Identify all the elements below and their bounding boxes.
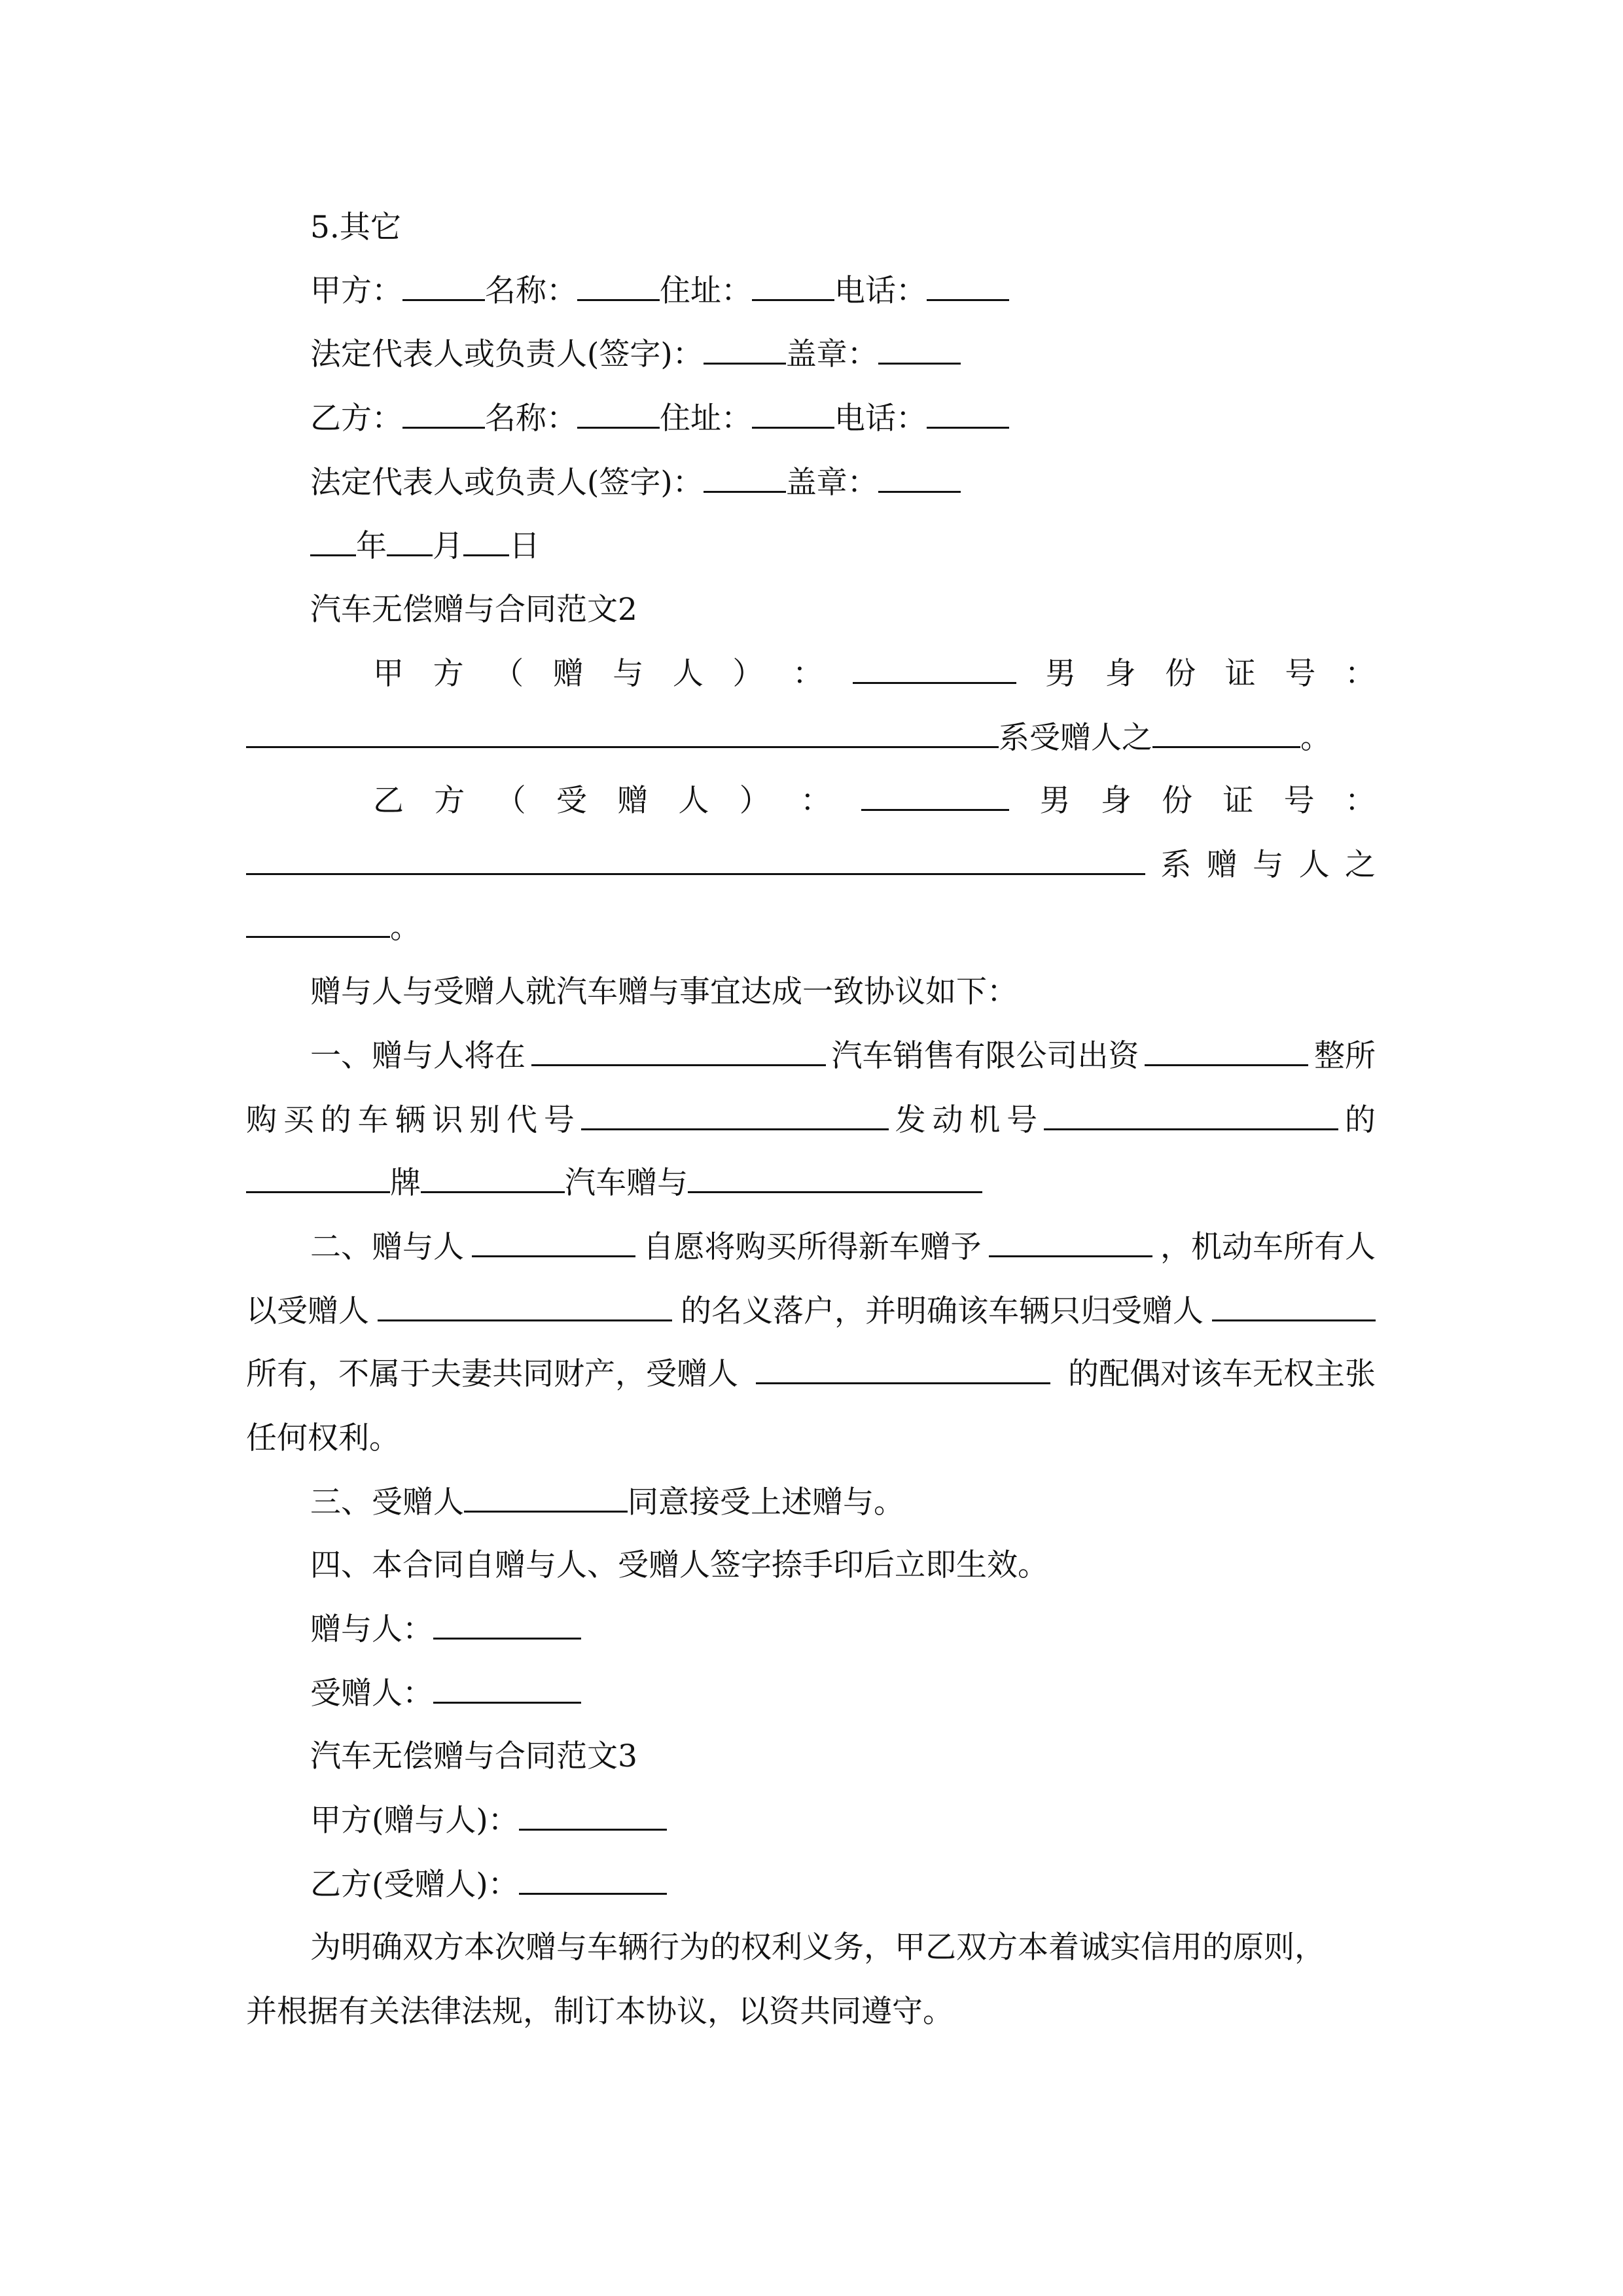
party-b-info-line	[310, 398, 1009, 440]
donor-signature-blank	[433, 1609, 581, 1640]
period: 。	[390, 910, 421, 946]
name-blank	[577, 270, 660, 301]
c2-id-char: ：	[1344, 783, 1376, 819]
address-label: 住址：	[660, 273, 752, 309]
vin-label-char: 车	[357, 1102, 389, 1138]
name-label: 名称：	[485, 401, 577, 437]
party-b-legal-rep-line	[310, 462, 961, 504]
c3-party-a-label: 甲方(赠与人)：	[310, 1803, 519, 1839]
c2-article-1-line-3	[246, 1162, 982, 1204]
donee-blank	[464, 1482, 628, 1513]
c2-party-a-char: ：	[792, 656, 823, 692]
vin-blank	[581, 1100, 889, 1130]
donee-name-blank	[989, 1227, 1152, 1257]
c3-party-b-blank	[519, 1864, 667, 1895]
vin-label-char: 识	[432, 1102, 463, 1138]
article-2-registration-text: 的名义落户，并明确该车辆只归受赠人	[681, 1293, 1204, 1329]
year-blank	[310, 526, 356, 556]
c2-article-2-line-4	[246, 1418, 400, 1460]
engine-label-char: 发	[895, 1102, 926, 1138]
relation-to-donor-char: 之	[1344, 847, 1376, 883]
article-2-donee-text: 以受赠人	[246, 1293, 369, 1329]
seal-label: 盖章：	[785, 465, 878, 501]
name-label: 名称：	[485, 273, 577, 309]
vin-label-char: 号	[543, 1102, 575, 1138]
c2-party-b-char: 受	[556, 783, 587, 819]
c2-id-char: 份	[1162, 783, 1193, 819]
article-1-text: 一、赠与人将在	[310, 1038, 526, 1074]
c2-party-a-char: 与	[613, 656, 644, 692]
engine-label-char: 动	[932, 1102, 963, 1138]
brand-blank	[246, 1162, 390, 1193]
address-blank	[752, 398, 834, 429]
c2-party-a-relation-line	[246, 717, 1331, 759]
seal-blank	[878, 334, 961, 365]
c2-party-b-char: ）	[739, 783, 770, 819]
c2-party-b-relation-cont	[246, 907, 421, 949]
vin-label-char: 买	[283, 1102, 314, 1138]
c3-intro-text-1: 为明确双方本次赠与车辆行为的权利义务，甲乙双方本着诚实信用的原则，	[310, 1929, 1325, 1965]
c2-party-a-char: ）	[732, 656, 764, 692]
month-label: 月	[433, 528, 463, 564]
article-2-spouse-text: 的配偶对该车无权主张	[1068, 1356, 1376, 1392]
relation-blank	[1152, 717, 1300, 748]
sole-owner-blank	[1212, 1291, 1376, 1321]
name-blank	[577, 398, 660, 429]
c2-party-b-relation-line	[246, 844, 1376, 886]
phone-label: 电话：	[834, 273, 927, 309]
c3-party-a-line	[310, 1800, 667, 1842]
c2-party-b-char: ：	[800, 783, 831, 819]
year-label: 年	[356, 528, 387, 564]
c3-intro-line-2	[246, 1991, 954, 2033]
dealer-name-blank	[531, 1035, 826, 1066]
c2-party-a-id-blank	[246, 717, 999, 748]
section-5-text: 5.其它	[310, 209, 401, 245]
c2-id-char: 证	[1224, 656, 1256, 692]
article-3-text: 三、受赠人	[310, 1484, 464, 1520]
article-1-suffix: 整所	[1314, 1038, 1376, 1074]
brand-label: 牌	[390, 1165, 421, 1201]
address-blank	[752, 270, 834, 301]
party-b-blank	[402, 398, 485, 429]
c2-party-b-char: （	[495, 783, 526, 819]
amount-blank	[1145, 1035, 1308, 1066]
c2-party-a-char: （	[493, 656, 524, 692]
c2-article-3	[310, 1482, 904, 1524]
c2-article-2-line-2	[246, 1291, 1376, 1333]
article-3-accept-text: 同意接受上述赠与。	[628, 1484, 904, 1520]
c2-id-char: ：	[1344, 656, 1376, 692]
vin-label-char: 辆	[395, 1102, 426, 1138]
phone-blank	[927, 270, 1009, 301]
c2-id-char: 身	[1100, 783, 1132, 819]
gift-label: 汽车赠与	[565, 1165, 688, 1201]
c2-id-char: 男	[1039, 783, 1071, 819]
c2-party-b-char: 乙	[373, 783, 404, 819]
contract-2-title-text: 汽车无偿赠与合同范文2	[310, 592, 637, 628]
c3-party-b-label: 乙方(受赠人)：	[310, 1867, 519, 1903]
period: 。	[1300, 720, 1331, 756]
c2-article-2-line-1	[310, 1227, 1376, 1268]
party-a-blank	[402, 270, 485, 301]
party-a-legal-rep-line	[310, 334, 961, 376]
article-2-owner-text: ，机动车所有人	[1160, 1229, 1376, 1265]
relation-to-donor-char: 与	[1253, 847, 1284, 883]
article-2-end-text: 任何权利。	[246, 1420, 400, 1456]
donor-name-blank	[472, 1227, 635, 1257]
c2-party-b-blank	[861, 780, 1009, 811]
legal-rep-label: 法定代表人或负责人(签字)：	[310, 465, 704, 501]
c2-party-a-line	[373, 653, 1376, 695]
model-blank	[421, 1162, 565, 1193]
c2-id-char: 号	[1285, 656, 1316, 692]
party-a-label: 甲方：	[310, 273, 402, 309]
c3-intro-line-1	[310, 1927, 1391, 1969]
c2-party-a-char: 方	[433, 656, 464, 692]
c2-id-char: 身	[1105, 656, 1136, 692]
phone-blank	[927, 398, 1009, 429]
phone-label: 电话：	[834, 401, 927, 437]
vin-label-char: 代	[507, 1102, 538, 1138]
recipient-blank	[688, 1162, 982, 1193]
c3-intro-text-2: 并根据有关法律法规，制订本协议，以资共同遵守。	[246, 1994, 954, 2030]
contract-3-title	[310, 1736, 637, 1778]
c2-party-b-line	[373, 780, 1376, 822]
section-5-heading	[310, 207, 401, 249]
relation-to-donor-char: 系	[1160, 847, 1192, 883]
c2-article-1-line-2	[246, 1100, 1376, 1141]
day-label: 日	[509, 528, 540, 564]
party-b-label: 乙方：	[310, 401, 402, 437]
signature-blank	[704, 334, 786, 365]
c2-party-a-blank	[853, 653, 1016, 684]
c2-article-4	[310, 1545, 1048, 1587]
donee-signature-line	[310, 1673, 581, 1715]
c2-id-char: 份	[1165, 656, 1196, 692]
seal-label: 盖章：	[785, 336, 878, 372]
c2-id-char: 号	[1283, 783, 1315, 819]
relation-to-donor-char: 赠	[1206, 847, 1238, 883]
c2-id-char: 证	[1222, 783, 1254, 819]
article-4-text: 四、本合同自赠与人、受赠人签字捺手印后立即生效。	[310, 1547, 1048, 1583]
article-2-property-text: 所有，不属于夫妻共同财产，受赠人	[246, 1356, 738, 1392]
vin-label-char: 的	[320, 1102, 351, 1138]
de-char: 的	[1344, 1102, 1376, 1138]
address-label: 住址：	[660, 401, 752, 437]
vin-label-char: 购	[246, 1102, 277, 1138]
donee-signature-label: 受赠人：	[310, 1676, 433, 1712]
day-blank	[463, 526, 509, 556]
c2-party-b-id-blank	[246, 844, 1145, 875]
relation-to-donor-char: 人	[1298, 847, 1330, 883]
engine-label-char: 号	[1007, 1102, 1038, 1138]
vin-label-char: 别	[469, 1102, 501, 1138]
c2-party-b-char: 赠	[617, 783, 649, 819]
c2-party-a-char: 甲	[373, 656, 404, 692]
engine-label-char: 机	[969, 1102, 1001, 1138]
contract-3-title-text: 汽车无偿赠与合同范文3	[310, 1738, 637, 1774]
date-line	[310, 526, 540, 567]
c2-party-a-char: 赠	[552, 656, 584, 692]
article-1-dealer-text: 汽车销售有限公司出资	[831, 1038, 1139, 1074]
relation-to-donee-label: 系受赠人之	[999, 720, 1152, 756]
c2-party-b-char: 人	[678, 783, 709, 819]
seal-blank	[878, 462, 961, 493]
party-a-info-line	[310, 270, 1009, 312]
legal-rep-label: 法定代表人或负责人(签字)：	[310, 336, 704, 372]
engine-number-blank	[1044, 1100, 1338, 1130]
c2-id-char: 男	[1045, 656, 1077, 692]
c2-article-1-line-1	[310, 1035, 1376, 1077]
donor-signature-label: 赠与人：	[310, 1611, 433, 1647]
c2-intro-text: 赠与人与受赠人就汽车赠与事宜达成一致协议如下：	[310, 974, 1018, 1010]
c2-party-a-char: 人	[672, 656, 704, 692]
donee-spouse-blank	[756, 1354, 1050, 1384]
month-blank	[387, 526, 433, 556]
c3-party-b-line	[310, 1864, 667, 1906]
contract-2-title	[310, 589, 637, 631]
donee-signature-blank	[433, 1673, 581, 1704]
relation-blank	[246, 907, 390, 938]
donor-signature-line	[310, 1609, 581, 1651]
c2-article-2-line-3	[246, 1354, 1376, 1395]
article-2-gift-text: 自愿将购买所得新车赠予	[643, 1229, 982, 1265]
article-2-text: 二、赠与人	[310, 1229, 464, 1265]
signature-blank	[704, 462, 786, 493]
registered-name-blank	[378, 1291, 672, 1321]
c2-intro	[310, 971, 1018, 1013]
c2-party-b-char: 方	[434, 783, 465, 819]
c3-party-a-blank	[519, 1800, 667, 1831]
